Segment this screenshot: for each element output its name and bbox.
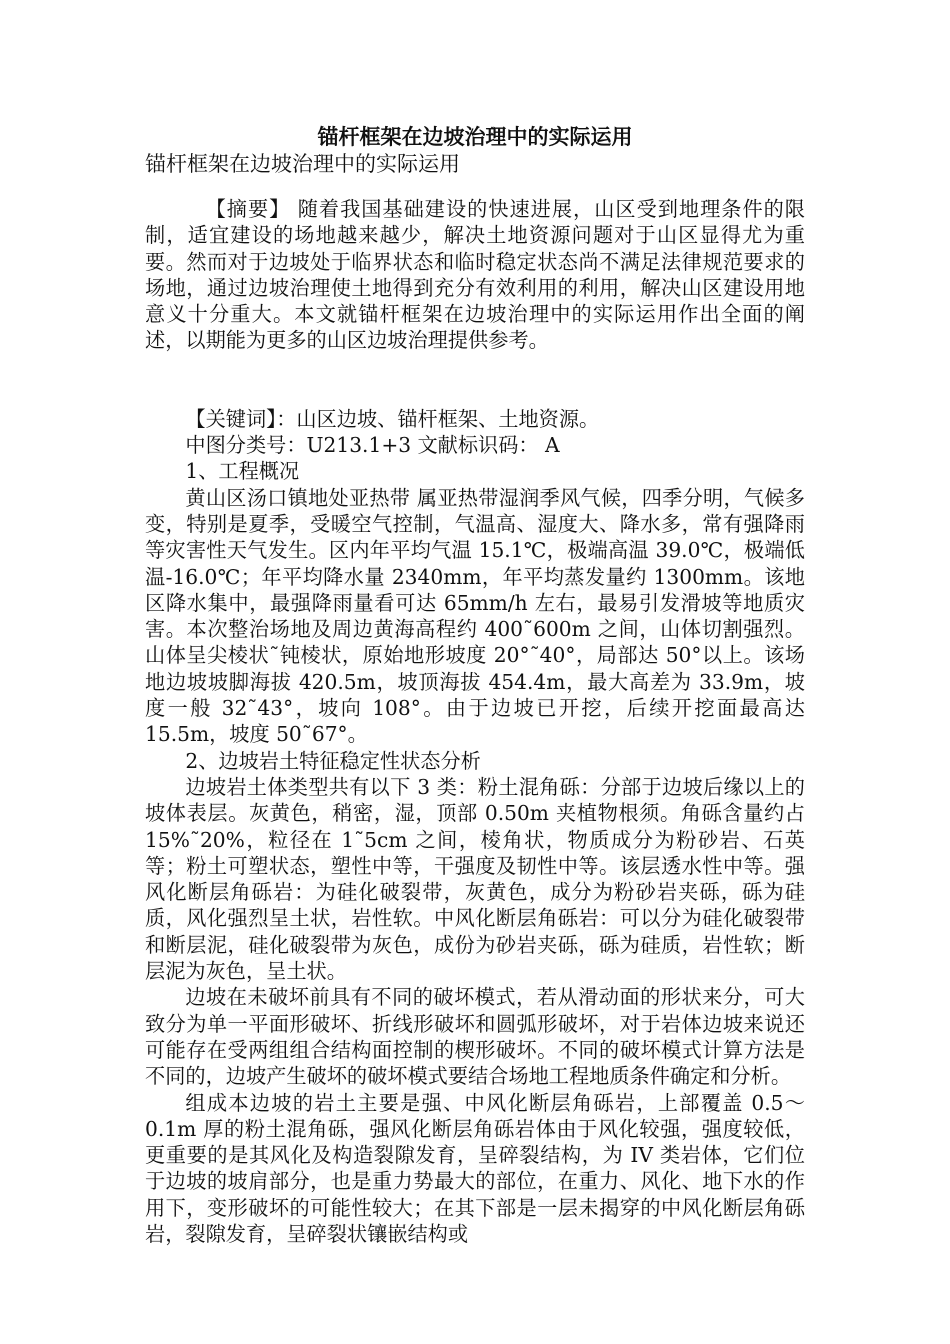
section-heading: 1、工程概况 [185, 459, 300, 484]
section-heading: 2、边坡岩土特征稳定性状态分析 [185, 748, 481, 773]
paragraph-spacer [145, 354, 805, 406]
document-title: 锚杆框架在边坡治理中的实际运用 [317, 124, 633, 149]
body-paragraph: 边坡在未破坏前具有不同的破坏模式，若从滑动面的形状来分，可大致分为单一平面形破坏、折线形破坏和圆弧形破坏，对于岩体边坡来说还可能存在受两组组合结构面控制的楔形破坏。不同的破坏模式计算方法是不同的，边坡产生破坏的破坏模式要结合场地工程地质条件确定和分析。 [145, 985, 805, 1089]
document-subtitle: 锚杆框架在边坡治理中的实际运用 [145, 152, 460, 176]
abstract-paragraph: 【摘要】 随着我国基础建设的快速进展，山区受到地理条件的限制，适宜建设的场地越来越少，解决土地资源问题对于山区显得尤为重要。然而对于边坡处于临界状态和临时稳定状态尚不满足法律规范要求的场地，通过边坡治理使土地得到充分有效利用的利用，解决山区建设用地意义十分重大。本文就锚杆框架在边坡治理中的实际运用作出全面的阐述，以期能为更多的山区边坡治理提供参考。 [145, 197, 805, 353]
document-body [145, 196, 805, 1247]
body-paragraph: 黄山区汤口镇地处亚热带 属亚热带湿润季风气候，四季分明，气候多变，特别是夏季，受暖空气控制，气温高、湿度大、降水多，常有强降雨等灾害性天气发生。区内年平均气温 15.1℃，极端高温 39.0℃，极端低温-16.0℃；年平均降水量 2340mm，年平均蒸发量约 1300mm。该地区降水集中，最强降雨量看可达 65mm/h 左右，最易引发滑坡等地质灾害。本次整治场地及周边黄海高程约 400˜600m 之间，山体切割强烈。山体呈尖棱状˜钝棱状，原始地形坡度 20°˜40°，局部达 50°以上。该场地边坡坡脚海拔 420.5m，坡顶海拔 454.4m，最大高差为 33.9m，坡度一般 32˜43°，坡向 108°。由于边坡已开挖，后续开挖面最高达 15.5m，坡度 50˜67°。 [145, 485, 805, 747]
body-paragraph: 组成本边坡的岩土主要是强、中风化断层角砾岩，上部覆盖 0.5～0.1m 厚的粉土混角砾，强风化断层角砾岩体由于风化较强，强度较低，更重要的是其风化及构造裂隙发育，呈碎裂结构，为 IV 类岩体，它们位于边坡的坡肩部分，也是重力势最大的部位，在重力、风化、地下水的作用下，变形破坏的可能性较大；在其下部是一层未揭穿的中风化断层角砾岩，裂隙发育，呈碎裂状镶嵌结构或 [145, 1090, 805, 1246]
body-paragraph: 边坡岩土体类型共有以下 3 类：粉土混角砾：分部于边坡后缘以上的坡体表层。灰黄色，稍密，湿，顶部 0.50m 夹植物根须。角砾含量约占 15%˜20%，粒径在 1˜5cm 之间，棱角状，物质成分为粉砂岩、石英等；粉土可塑状态，塑性中等，干强度及韧性中等。该层透水性中等。强风化断层角砾岩：为硅化破裂带，灰黄色，成分为粉砂岩夹砾，砾为硅质，风化强烈呈土状，岩性软。中风化断层角砾岩：可以分为硅化破裂带和断层泥，硅化破裂带为灰色，成份为砂岩夹砾，砾为硅质，岩性软；断层泥为灰色，呈土状。 [145, 774, 805, 984]
classification-line: 中图分类号：U213.1+3 文献标识码： A [185, 433, 560, 458]
keywords-line: 【关键词】：山区边坡、锚杆框架、土地资源。 [185, 406, 600, 431]
